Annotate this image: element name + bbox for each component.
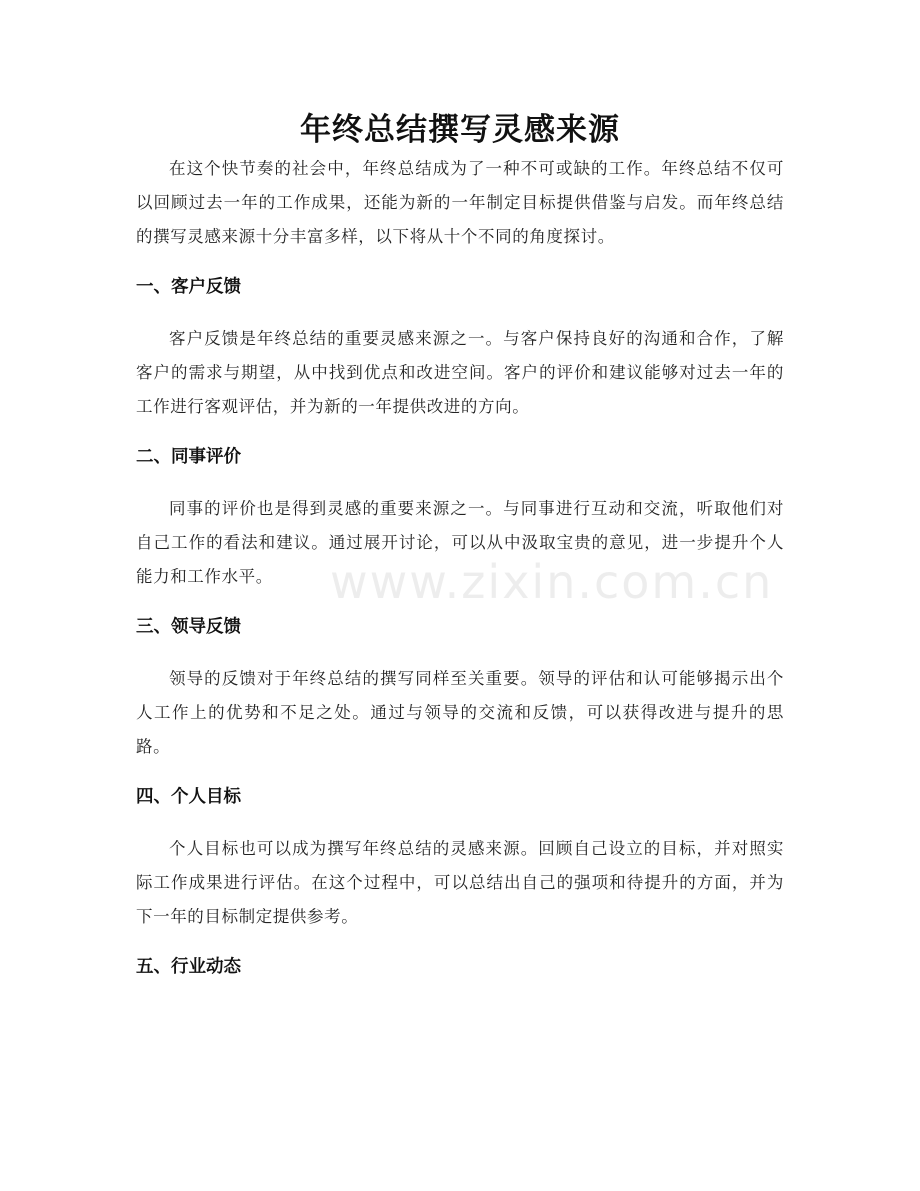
section-colleague-review [136,440,784,594]
watermark: www.zixin.com.cn [330,555,774,609]
section-leader-feedback [136,610,784,764]
document-title: 年终总结撰写灵感来源 [300,112,620,148]
section-paragraph: 同事的评价也是得到灵感的重要来源之一。与同事进行互动和交流，听取他们对自己工作的看法和建议。通过展开讨论，可以从中汲取宝贵的意见，进一步提升个人能力和工作水平。 [136,499,784,586]
section-paragraph: 个人目标也可以成为撰写年终总结的灵感来源。回顾自己设立的目标，并对照实际工作成果进行评估。在这个过程中，可以总结出自己的强项和待提升的方面，并为下一年的目标制定提供参考。 [136,839,784,926]
section-customer-feedback [136,270,784,424]
section-heading: 五、行业动态 [136,957,241,977]
section-paragraph: 领导的反馈对于年终总结的撰写同样至关重要。领导的评估和认可能够揭示出个人工作上的优势和不足之处。通过与领导的交流和反馈，可以获得改进与提升的思路。 [136,669,784,756]
section-personal-goals [136,780,784,934]
section-heading: 二、同事评价 [136,447,241,467]
section-heading: 一、客户反馈 [136,277,241,297]
section-heading: 四、个人目标 [136,787,241,807]
section-paragraph: 客户反馈是年终总结的重要灵感来源之一。与客户保持良好的沟通和合作，了解客户的需求与期望，从中找到优点和改进空间。客户的评价和建议能够对过去一年的工作进行客观评估，并为新的一年提供改进的方向。 [136,329,784,416]
intro-paragraph: 在这个快节奏的社会中，年终总结成为了一种不可或缺的工作。年终总结不仅可以回顾过去一年的工作成果，还能为新的一年制定目标提供借鉴与启发。而年终总结的撰写灵感来源十分丰富多样，以下将从十个不同的角度探讨。 [136,159,784,246]
section-industry-trends [136,950,784,984]
section-heading: 三、领导反馈 [136,617,241,637]
